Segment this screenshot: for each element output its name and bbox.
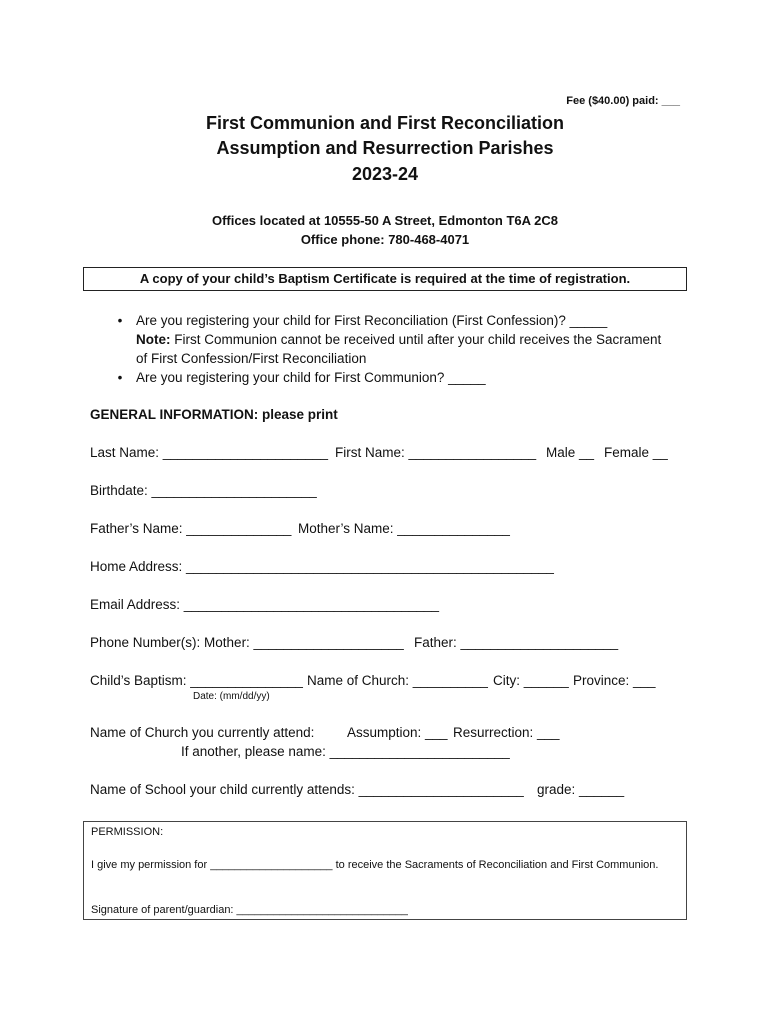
phone-father-field[interactable]: Father: _____________________	[414, 635, 619, 650]
bullet-icon: •	[117, 370, 123, 385]
note-continuation: of First Confession/First Reconciliation	[136, 351, 367, 366]
list-item	[112, 349, 661, 368]
office-phone: Office phone: 780-468-4071	[300, 232, 470, 247]
male-field[interactable]: Male __	[546, 445, 595, 460]
email-field[interactable]: Email Address: __________________________________	[90, 597, 440, 612]
office-address: Offices located at 10555-50 A Street, Edmonton T6A 2C8	[211, 213, 559, 228]
assumption-field[interactable]: Assumption: ___	[347, 725, 448, 740]
registration-questions	[112, 311, 661, 387]
birthdate-field[interactable]: Birthdate: ______________________	[90, 483, 317, 498]
father-name-field[interactable]: Father’s Name: ______________	[90, 521, 292, 536]
general-info-heading: GENERAL INFORMATION: please print	[90, 407, 338, 422]
grade-field[interactable]: grade: ______	[537, 782, 625, 797]
other-church-field[interactable]: If another, please name: ________________________	[181, 744, 510, 759]
baptism-date-field[interactable]: Child’s Baptism: _______________	[90, 673, 303, 688]
phone-mother-field[interactable]: Phone Number(s): Mother: ____________________	[90, 635, 404, 650]
bullet-icon: •	[117, 313, 123, 328]
parent-signature-field[interactable]: Signature of parent/guardian: ____________________________	[91, 904, 408, 916]
permission-statement[interactable]: I give my permission for ____________________ to receive the Sacraments of Reconciliation and First Communion.	[91, 859, 659, 871]
home-address-field[interactable]: Home Address: _________________________________________________	[90, 559, 554, 574]
date-format-hint: Date: (mm/dd/yy)	[193, 691, 270, 702]
form-title-line2: Assumption and Resurrection Parishes	[216, 138, 554, 158]
baptism-province-field[interactable]: Province: ___	[573, 673, 656, 688]
baptism-city-field[interactable]: City: ______	[493, 673, 569, 688]
school-field[interactable]: Name of School your child currently attends: ______________________	[90, 782, 524, 797]
baptism-certificate-notice: A copy of your child’s Baptism Certificate is required at the time of registration.	[83, 267, 687, 291]
permission-box	[83, 821, 687, 920]
mother-name-field[interactable]: Mother’s Name: _______________	[298, 521, 510, 536]
first-name-field[interactable]: First Name: _________________	[335, 445, 537, 460]
baptism-church-field[interactable]: Name of Church: __________	[307, 673, 488, 688]
form-title-year: 2023-24	[351, 164, 419, 184]
list-item	[112, 330, 661, 349]
permission-heading: PERMISSION:	[91, 826, 164, 838]
resurrection-field[interactable]: Resurrection: ___	[453, 725, 560, 740]
communion-question[interactable]: Are you registering your child for First Communion? _____	[136, 370, 486, 385]
reconciliation-question[interactable]: Are you registering your child for First Reconciliation (First Confession)? _____	[136, 313, 608, 328]
current-church-label: Name of Church you currently attend:	[90, 725, 315, 740]
note-label: Note:	[136, 332, 171, 347]
list-item	[112, 368, 661, 387]
last-name-field[interactable]: Last Name: ______________________	[90, 445, 328, 460]
list-item	[112, 311, 661, 330]
female-field[interactable]: Female __	[604, 445, 668, 460]
form-title-line1: First Communion and First Reconciliation	[205, 113, 565, 133]
fee-paid-label: Fee ($40.00) paid: ___	[566, 95, 680, 107]
note-text: First Communion cannot be received until after your child receives the Sacrament	[170, 332, 662, 347]
